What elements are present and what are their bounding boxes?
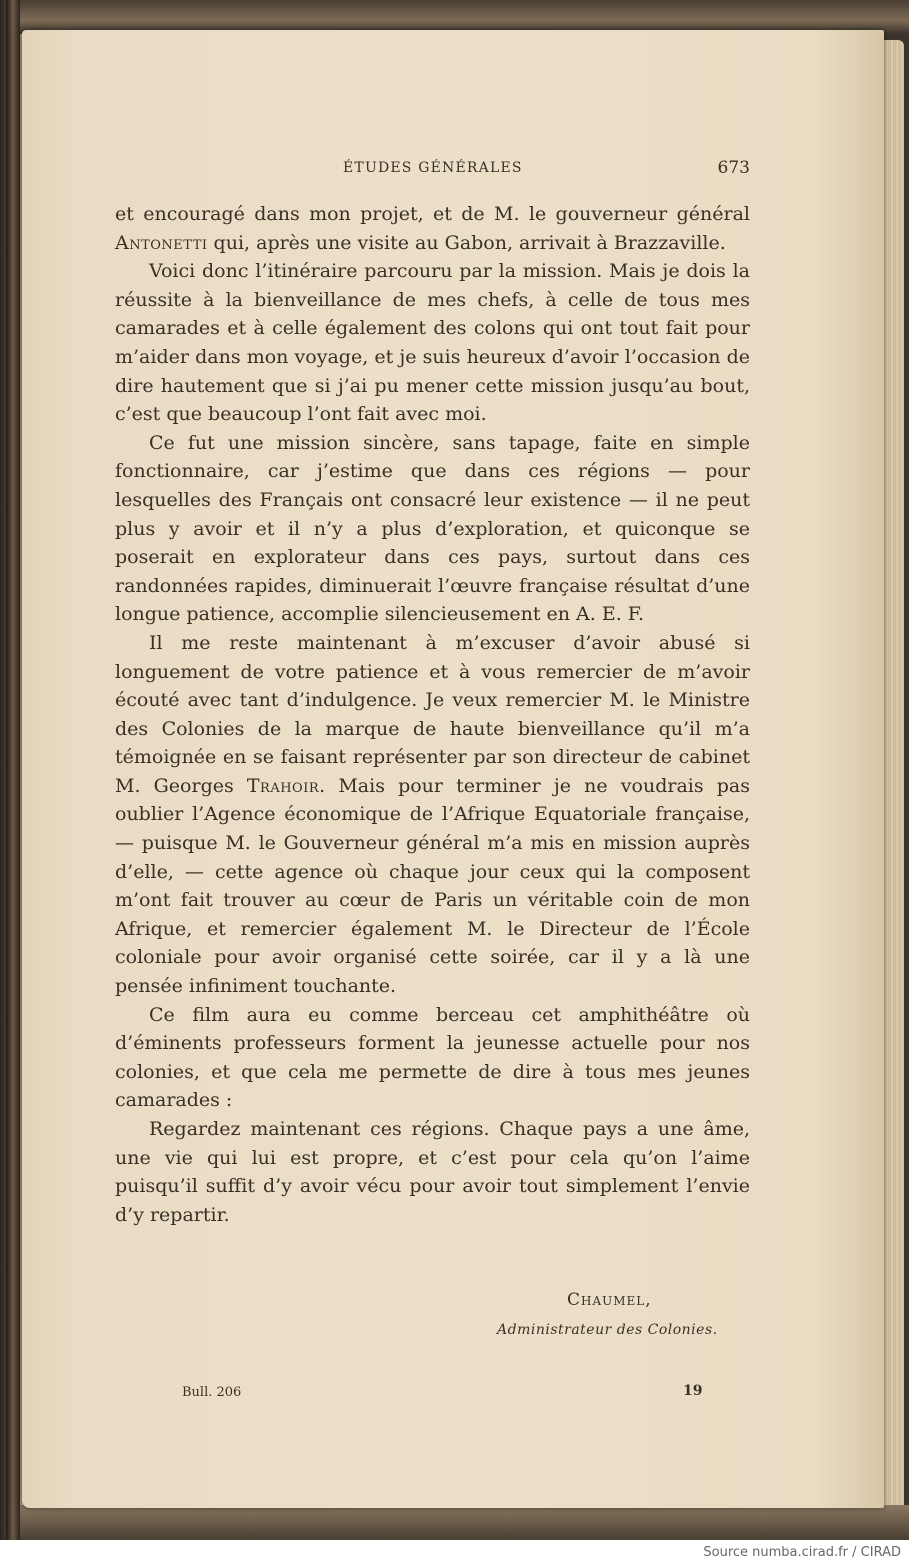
body-text bbox=[115, 200, 750, 1229]
signature-name: Chaumel, bbox=[567, 1290, 652, 1310]
paragraph: Voici donc l’itinéraire parcouru par la mission. Mais je dois la réussite à la bienveillance de mes chefs, à celle de tous mes camarades et à celle également des colons qui ont tout fait pour m’aider dans mon voyage, et je suis heureux d’avoir l’occasion de dire hautement que si j’ai pu mener cette mission jusqu’au bout, c’est que beaucoup l’ont fait avec moi. bbox=[115, 260, 750, 426]
small-caps-name: Antonetti bbox=[115, 231, 208, 254]
signature-title: Administrateur des Colonies. bbox=[497, 1322, 718, 1338]
paragraph: et encouragé dans mon projet, et de M. le gouverneur général Antonetti qui, après une visite au Gabon, arrivait à Brazzaville. bbox=[115, 203, 750, 254]
paragraph: Ce fut une mission sincère, sans tapage, faite en simple fonctionnaire, car j’estime que dans ces régions — pour lesquelles des Français ont consacré leur existence — il ne peut plus y avoir et il n’y a plus d’exploration, et quiconque se poserait en explorateur dans ces pays, surtout dans ces randonnées rapides, diminuerait l’œuvre française résultat d’une longue patience, accomplie silencieusement en A. E. F. bbox=[115, 431, 750, 626]
paragraph: Regardez maintenant ces régions. Chaque pays a une âme, une vie qui lui est propre, et c’est pour cela qu’on l’aime puisqu’il suffit d’y avoir vécu pour avoir tout simplement l’envie d’y repartir. bbox=[115, 1118, 750, 1226]
footer-signature-mark: 19 bbox=[683, 1383, 703, 1399]
source-credit: Source numba.cirad.fr / CIRAD bbox=[703, 1545, 901, 1560]
small-caps-name: Trahoir bbox=[246, 774, 320, 797]
page-number: 673 bbox=[717, 158, 750, 178]
top-page-edge bbox=[20, 0, 909, 34]
paragraph: Il me reste maintenant à m’excuser d’avoir abusé si longuement de votre patience et à vous remercier de m’avoir écouté avec tant d’indulgence. Je veux remercier M. le Ministre des Colonies de la marque de haute bienveillance qu’il m’a témoignée en se faisant représenter par son directeur de cabinet M. Georges Trahoir. Mais pour terminer je ne voudrais pas oublier l’Agence économique de l’Afrique Equatoriale française, — puisque M. le Gouverneur général m’a mis en mission auprès d’elle, — cette agence où chaque jour ceux qui la composent m’ont fait trouver au cœur de Paris un véritable coin de mon Afrique, et remercier également M. le Directeur de l’École coloniale pour avoir organisé cette soirée, car il y a là une pensée infiniment touchante. bbox=[115, 631, 750, 998]
footer-bulletin-number: Bull. 206 bbox=[182, 1385, 242, 1400]
paragraph: Ce film aura eu comme berceau cet amphithéâtre où d’éminents professeurs forment la jeunesse actuelle pour nos colonies, et que cela me permette de dire à tous mes jeunes camarades : bbox=[115, 1003, 750, 1112]
running-head-title: ÉTUDES GÉNÉRALES bbox=[343, 160, 523, 176]
bottom-page-edge bbox=[20, 1505, 909, 1540]
book-spine bbox=[6, 0, 20, 1540]
running-head bbox=[115, 158, 750, 180]
